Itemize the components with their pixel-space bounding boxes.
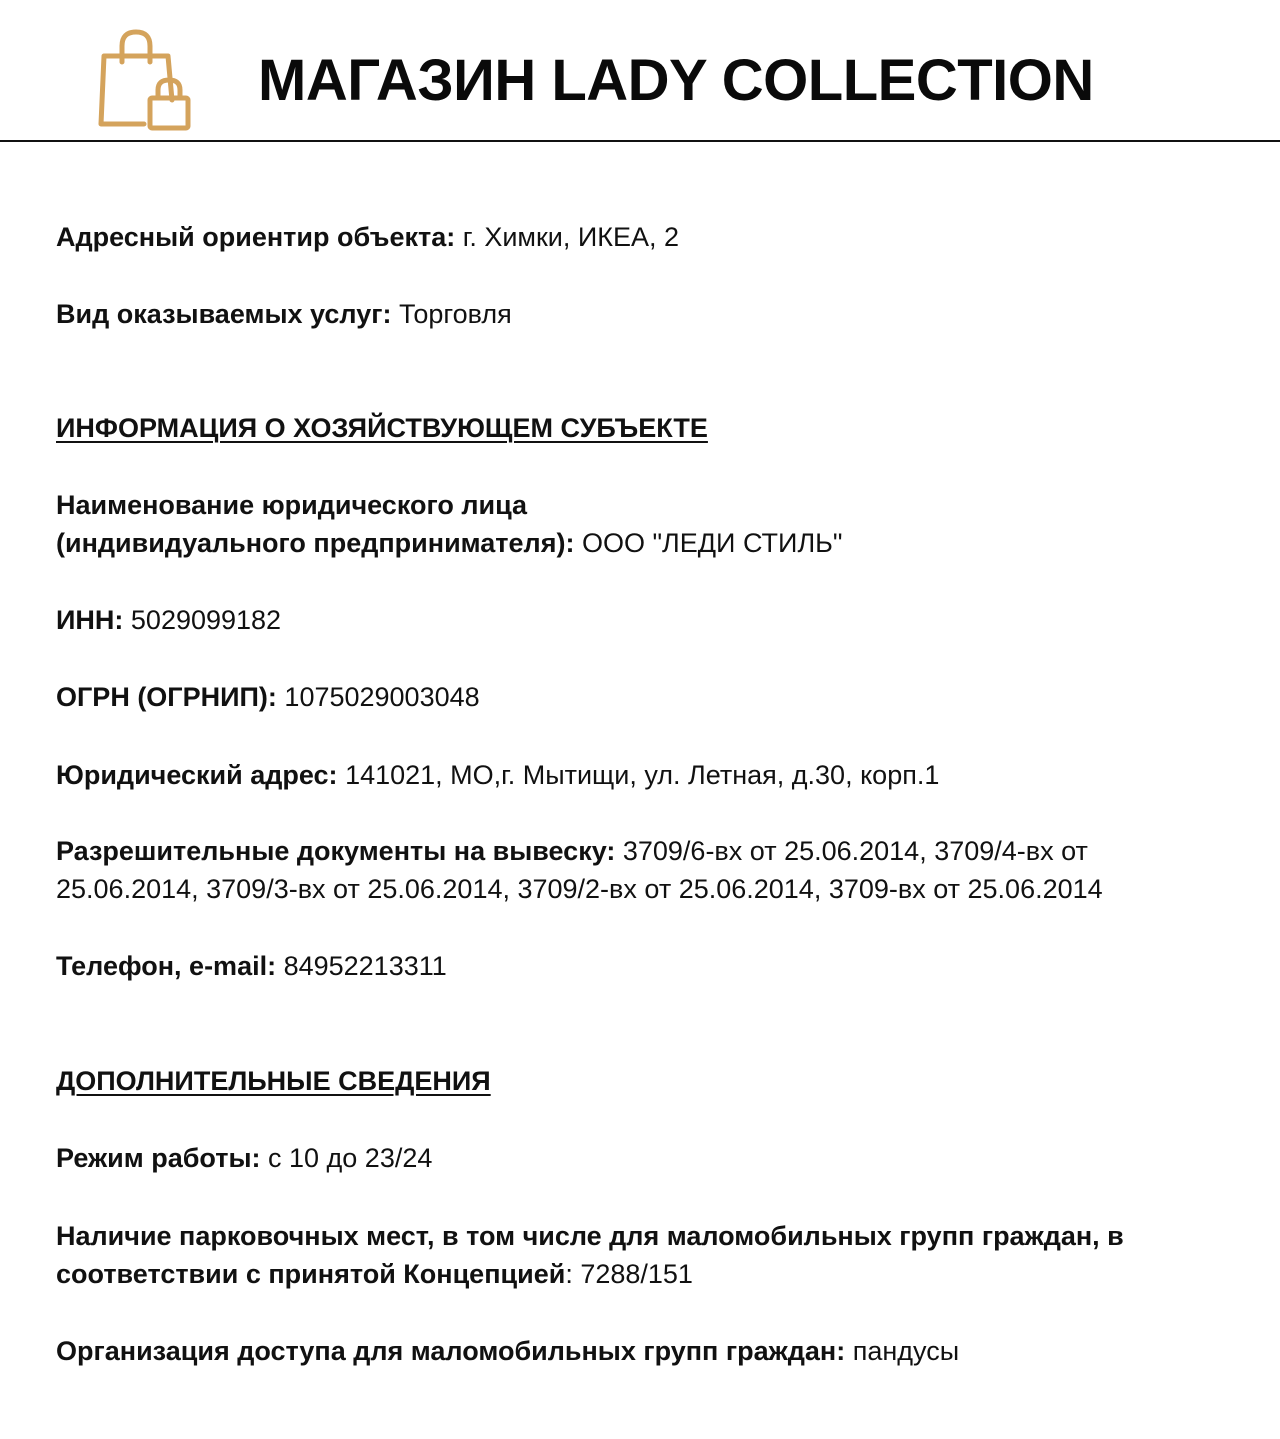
parking-label-line2: соответствии с принятой Концепцией — [56, 1259, 566, 1289]
parking-label-line1: Наличие парковочных мест, в том числе для маломобильных групп граждан, в — [56, 1221, 1124, 1251]
inn-row — [56, 601, 281, 639]
parking-row-2 — [56, 1255, 693, 1293]
legal-address-value: 141021, МО,г. Мытищи, ул. Летная, д.30, корп.1 — [337, 760, 940, 790]
contact-value: 84952213311 — [276, 951, 447, 981]
permits-value-line2: 25.06.2014, 3709/3-вх от 25.06.2014, 3709/2-вх от 25.06.2014, 3709-вх от 25.06.2014 — [56, 874, 1103, 904]
permits-row-2 — [56, 870, 1103, 908]
services-row — [56, 295, 512, 333]
parking-value: : 7288/151 — [565, 1259, 693, 1289]
access-value: пандусы — [845, 1336, 960, 1366]
entity-section-heading: ИНФОРМАЦИЯ О ХОЗЯЙСТВУЮЩЕМ СУБЪЕКТЕ — [56, 413, 708, 443]
legal-address-label: Юридический адрес: — [56, 760, 338, 790]
address-row — [56, 218, 679, 256]
access-label: Организация доступа для маломобильных групп граждан: — [56, 1336, 846, 1366]
entity-name-label-line1: Наименование юридического лица — [56, 490, 528, 520]
shopping-bag-lock-icon — [96, 26, 196, 134]
permits-row — [56, 832, 1088, 870]
entity-name-row — [56, 486, 527, 524]
parking-row — [56, 1217, 1124, 1255]
legal-address-row — [56, 756, 939, 794]
contact-row — [56, 947, 447, 985]
permits-label: Разрешительные документы на вывеску: — [56, 836, 616, 866]
inn-label: ИНН: — [56, 605, 124, 635]
ogrn-row — [56, 678, 480, 716]
extra-section-heading: ДОПОЛНИТЕЛЬНЫЕ СВЕДЕНИЯ — [56, 1066, 491, 1096]
services-value: Торговля — [391, 299, 512, 329]
permits-value-line1: 3709/6-вх от 25.06.2014, 3709/4-вх от — [615, 836, 1088, 866]
entity-name-label-line2: (индивидуального предпринимателя): — [56, 528, 575, 558]
hours-label: Режим работы: — [56, 1143, 261, 1173]
entity-name-row-2 — [56, 524, 842, 562]
hours-value: с 10 до 23/24 — [260, 1143, 433, 1173]
page-header — [0, 0, 1280, 142]
ogrn-label: ОГРН (ОГРНИП): — [56, 682, 277, 712]
hours-row — [56, 1139, 432, 1177]
page-title: МАГАЗИН LADY COLLECTION — [258, 48, 1094, 113]
inn-value: 5029099182 — [123, 605, 282, 635]
address-label: Адресный ориентир объекта: — [56, 222, 456, 252]
entity-name-value: ООО "ЛЕДИ СТИЛЬ" — [574, 528, 843, 558]
address-value: г. Химки, ИКЕА, 2 — [455, 222, 680, 252]
contact-label: Телефон, e-mail: — [56, 951, 277, 981]
ogrn-value: 1075029003048 — [276, 682, 480, 712]
access-row — [56, 1332, 959, 1370]
services-label: Вид оказываемых услуг: — [56, 299, 392, 329]
